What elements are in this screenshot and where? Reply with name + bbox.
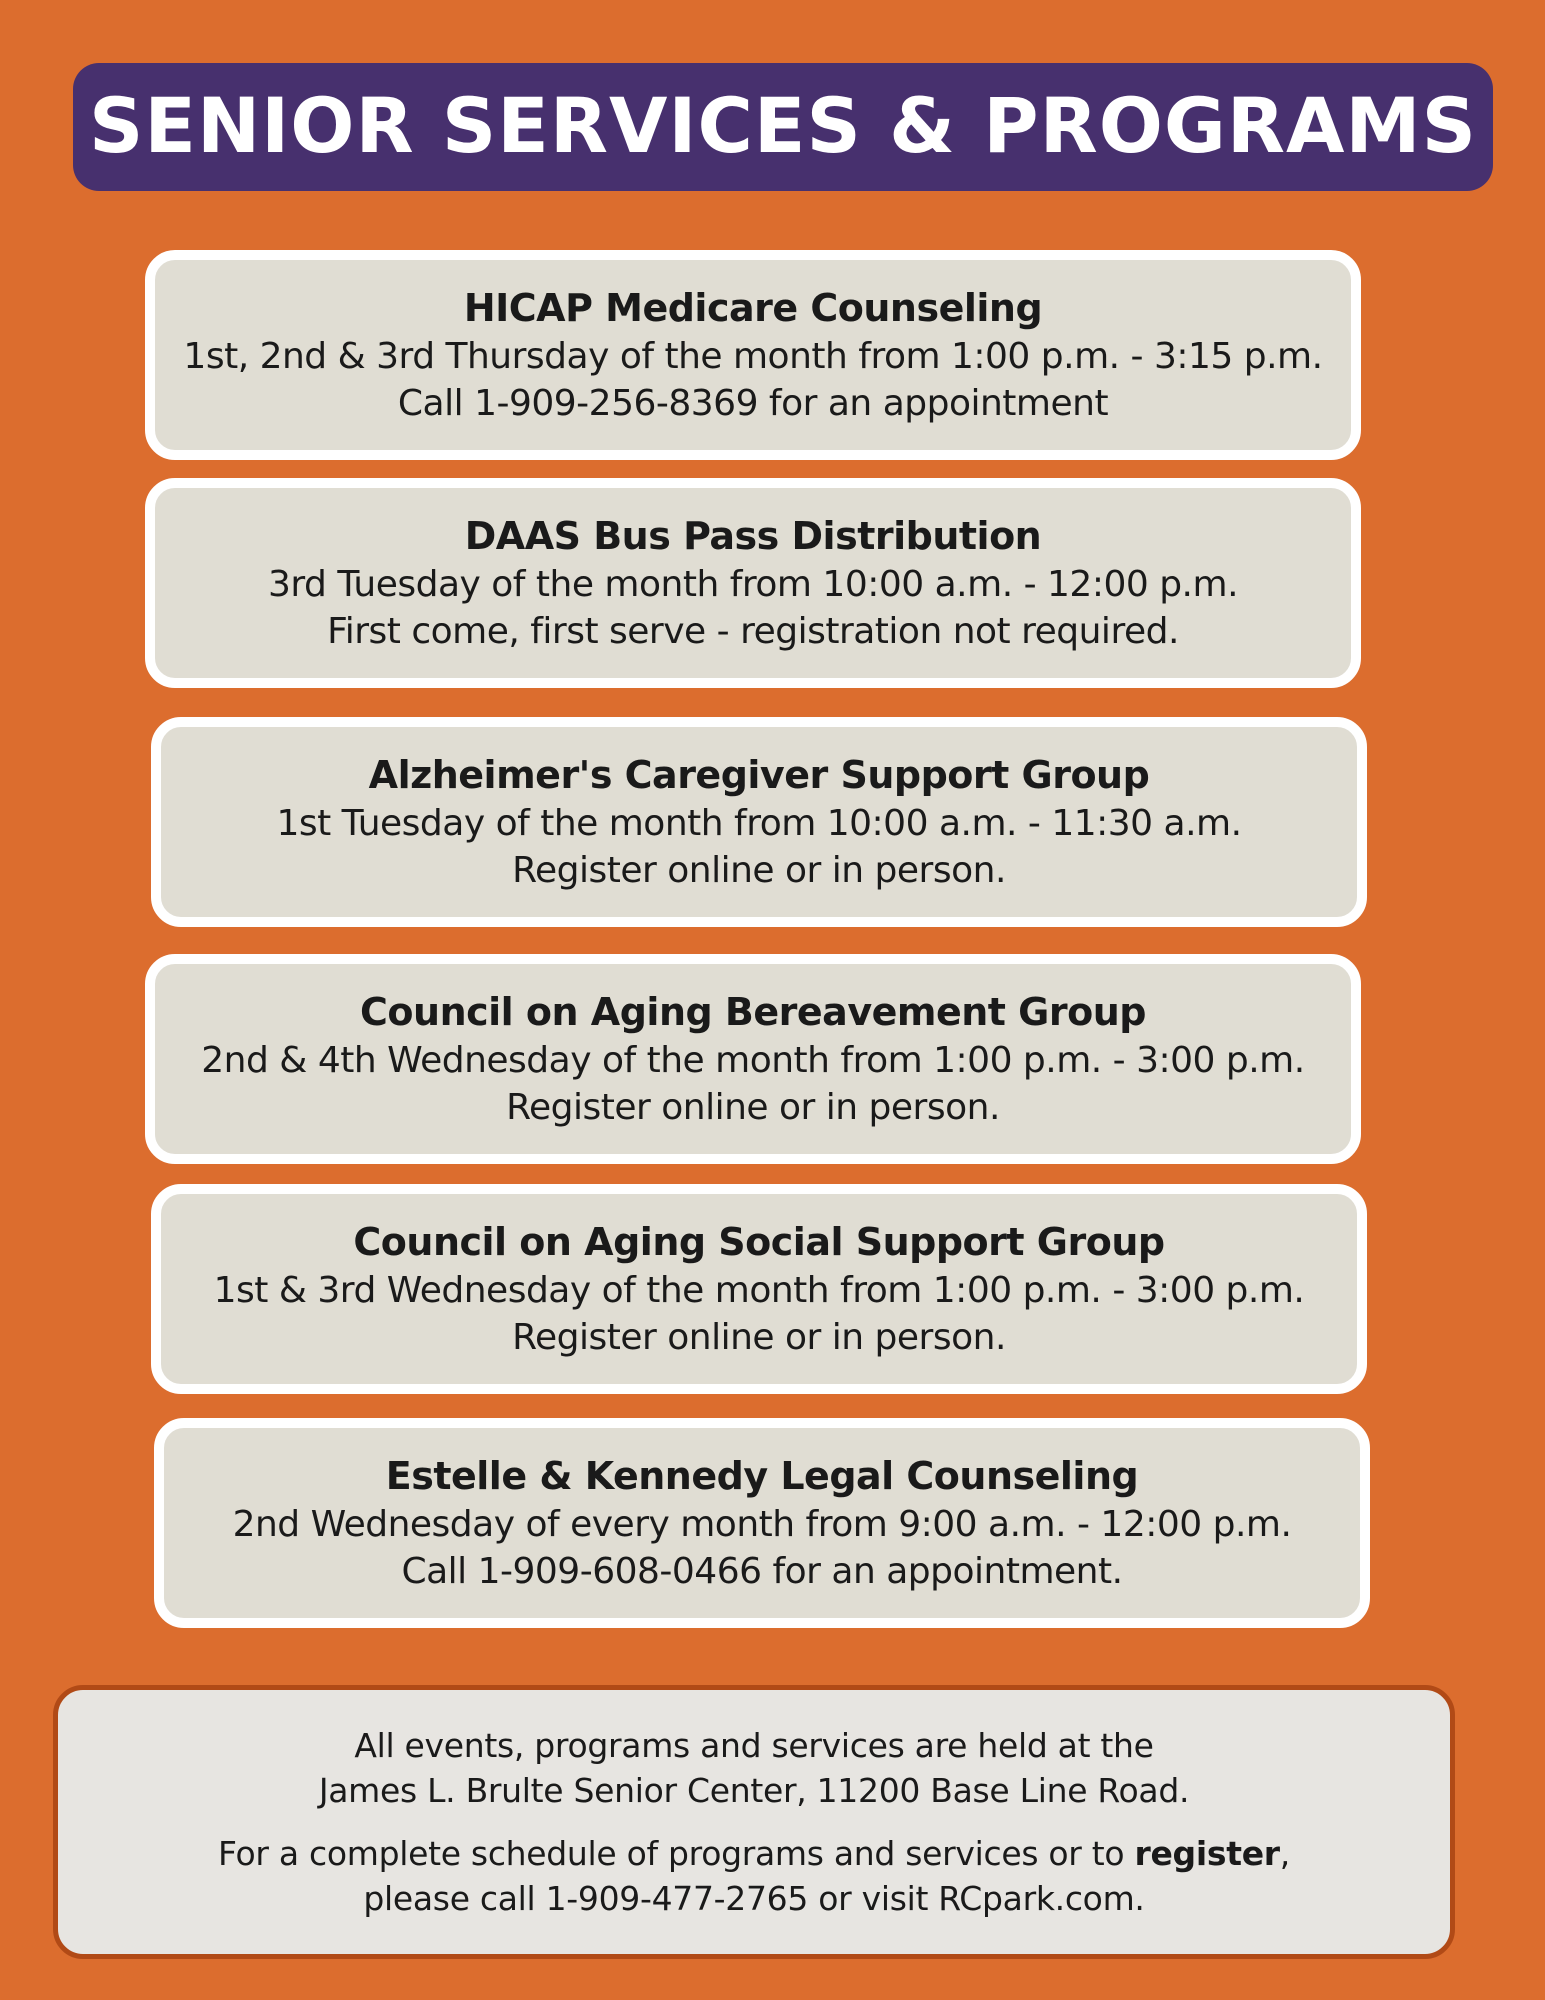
schedule-punctuation: , xyxy=(1279,1834,1290,1873)
program-schedule: 2nd Wednesday of every month from 9:00 a.m. - 12:00 p.m. xyxy=(232,1504,1292,1545)
page-title: SENIOR SERVICES & PROGRAMS xyxy=(89,82,1477,171)
program-note: First come, first serve - registration not required. xyxy=(327,611,1179,652)
program-card-legal xyxy=(154,1418,1370,1628)
program-note: Register online or in person. xyxy=(512,1317,1006,1358)
program-title: DAAS Bus Pass Distribution xyxy=(464,514,1042,558)
contact-line: please call 1-909-477-2765 or visit RCpark.com. xyxy=(363,1879,1145,1918)
location-paragraph xyxy=(319,1723,1189,1813)
location-info-box xyxy=(53,1685,1455,1959)
program-card-alzheimers xyxy=(151,717,1367,927)
program-title: HICAP Medicare Counseling xyxy=(463,286,1043,330)
program-note: Call 1-909-256-8369 for an appointment xyxy=(397,383,1109,424)
program-card-social-support xyxy=(151,1184,1367,1394)
program-schedule: 3rd Tuesday of the month from 10:00 a.m. - 12:00 p.m. xyxy=(267,564,1239,605)
program-note: Register online or in person. xyxy=(506,1087,1000,1128)
address-line: James L. Brulte Senior Center, 11200 Base Line Road. xyxy=(318,1771,1190,1810)
register-keyword: register xyxy=(1134,1834,1280,1873)
program-note: Call 1-909-608-0466 for an appointment. xyxy=(401,1551,1123,1592)
program-title: Council on Aging Bereavement Group xyxy=(360,990,1146,1034)
contact-paragraph xyxy=(218,1831,1290,1921)
program-schedule: 1st & 3rd Wednesday of the month from 1:00 p.m. - 3:00 p.m. xyxy=(213,1270,1305,1311)
program-title: Council on Aging Social Support Group xyxy=(353,1220,1165,1264)
program-title: Estelle & Kennedy Legal Counseling xyxy=(385,1454,1139,1498)
schedule-text: For a complete schedule of programs and services or to xyxy=(218,1834,1135,1873)
program-card-bus-pass xyxy=(145,478,1361,688)
program-note: Register online or in person. xyxy=(512,850,1006,891)
program-schedule: 1st, 2nd & 3rd Thursday of the month from 1:00 p.m. - 3:15 p.m. xyxy=(183,336,1323,377)
program-card-hicap xyxy=(145,250,1361,460)
title-banner xyxy=(73,63,1493,191)
program-card-bereavement xyxy=(145,954,1361,1164)
location-line: All events, programs and services are held at the xyxy=(354,1726,1154,1765)
program-schedule: 2nd & 4th Wednesday of the month from 1:00 p.m. - 3:00 p.m. xyxy=(201,1040,1305,1081)
schedule-line xyxy=(218,1831,1290,1876)
program-schedule: 1st Tuesday of the month from 10:00 a.m. - 11:30 a.m. xyxy=(276,803,1242,844)
program-title: Alzheimer's Caregiver Support Group xyxy=(368,753,1150,797)
